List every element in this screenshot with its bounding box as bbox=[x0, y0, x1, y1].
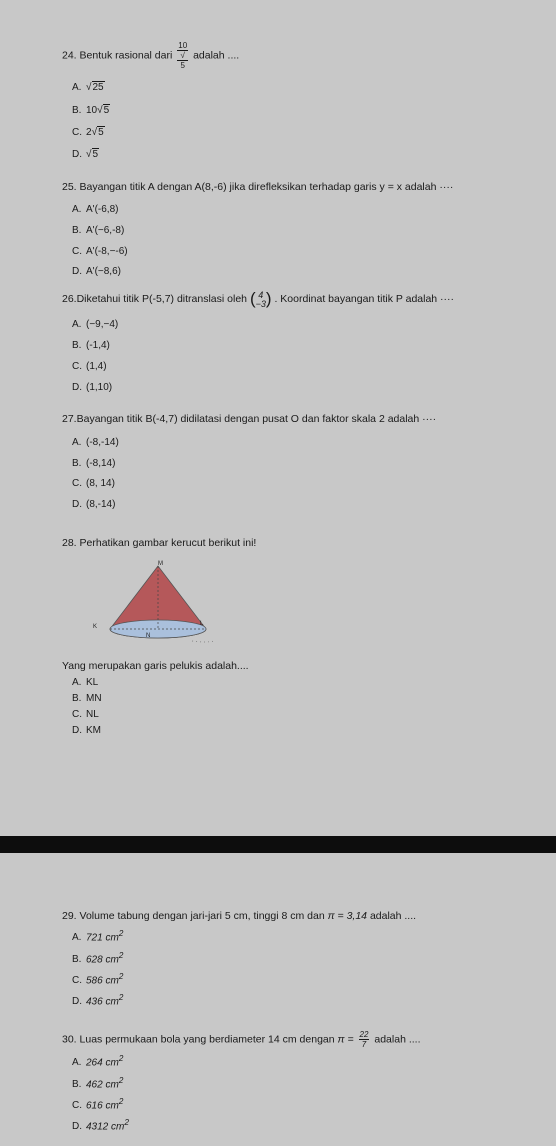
label-k: K bbox=[93, 624, 98, 630]
question-30-suffix: adalah .... bbox=[374, 1033, 421, 1046]
option-30-b[interactable]: B. 462 $cm^2$ bbox=[72, 1075, 124, 1091]
option-26-b[interactable]: B. (-1,4) bbox=[72, 340, 110, 351]
label-l: L bbox=[200, 621, 204, 627]
pi-symbol: π = bbox=[337, 1033, 354, 1046]
label-m: M bbox=[158, 561, 163, 567]
option-26-a[interactable]: A. (−9,−4) bbox=[72, 319, 119, 330]
option-27-a[interactable]: A. (-8,-14) bbox=[72, 437, 119, 448]
question-24-suffix: adalah .... bbox=[193, 49, 240, 62]
question-26-text: 26.Diketahui titik P(-5,7) ditranslasi oleh bbox=[62, 293, 248, 306]
option-26-d[interactable]: D. (1,10) bbox=[72, 382, 113, 393]
option-24-c[interactable]: C. 2√5 bbox=[72, 127, 104, 138]
option-29-a[interactable]: A. 721 $cm^2$ bbox=[72, 928, 124, 944]
fraction-numerator: 10 bbox=[178, 41, 188, 50]
pi-value: π = 3,14 bbox=[327, 910, 368, 922]
option-24-b[interactable]: B. 10√5 bbox=[72, 105, 110, 116]
question-29 bbox=[62, 910, 416, 922]
option-27-d[interactable]: D. (8,-14) bbox=[72, 499, 116, 510]
option-27-c[interactable]: C. (8, 14) bbox=[72, 478, 115, 489]
question-29-suffix: adalah .... bbox=[369, 910, 417, 922]
vector-top: 4 bbox=[258, 289, 264, 300]
question-24 bbox=[62, 41, 239, 70]
option-28-b[interactable]: B. MN bbox=[72, 693, 102, 704]
pi-fraction bbox=[359, 1030, 370, 1049]
option-25-c[interactable]: C. A'(-8,−-6) bbox=[72, 246, 128, 257]
option-28-a[interactable]: A. KL bbox=[72, 677, 99, 688]
vector-bottom: −3 bbox=[255, 298, 266, 309]
fraction bbox=[177, 41, 188, 70]
question-26 bbox=[62, 290, 454, 309]
pi-fraction-numerator: 22 bbox=[359, 1030, 369, 1039]
question-24-text: 24. Bentuk rasional dari bbox=[62, 49, 173, 62]
question-27-text: 27.Bayangan titik B(-4,7) didilatasi dengan pusat O dan faktor skala 2 adalah ···· bbox=[62, 413, 437, 425]
question-29-text: 29. Volume tabung dengan jari-jari 5 cm, tinggi 8 cm dan bbox=[62, 910, 325, 922]
question-28-prompt: Yang merupakan garis pelukis adalah.... bbox=[62, 660, 249, 672]
option-24-d[interactable]: D. √5 bbox=[72, 149, 99, 160]
question-30 bbox=[62, 1030, 421, 1049]
page-divider-bar bbox=[0, 836, 556, 853]
option-29-c[interactable]: C. 586 $cm^2$ bbox=[72, 971, 124, 987]
option-30-d[interactable]: D. 4312 $cm^2$ bbox=[72, 1117, 129, 1133]
option-26-c[interactable]: C. (1,4) bbox=[72, 361, 107, 372]
question-28-text: 28. Perhatikan gambar kerucut berikut ini! bbox=[62, 537, 257, 549]
question-25-text: 25. Bayangan titik A dengan A(8,-6) jika direfleksikan terhadap garis y = x adalah ···· bbox=[62, 181, 454, 193]
option-29-b[interactable]: B. 628 $cm^2$ bbox=[72, 950, 124, 966]
pi-fraction-denominator: 7 bbox=[361, 1040, 367, 1049]
option-28-d[interactable]: D. KM bbox=[72, 725, 101, 736]
option-25-d[interactable]: D. A'(−8,6) bbox=[72, 266, 121, 277]
label-n: N bbox=[146, 633, 151, 639]
question-30-text: 30. Luas permukaan bola yang berdiameter 14 cm dengan bbox=[62, 1033, 335, 1046]
option-25-a[interactable]: A. A'(-6,8) bbox=[72, 204, 119, 215]
option-30-c[interactable]: C. 616 $cm^2$ bbox=[72, 1096, 124, 1112]
cone-figure bbox=[88, 557, 218, 647]
option-29-d[interactable]: D. 436 $cm^2$ bbox=[72, 992, 124, 1008]
option-25-b[interactable]: B. A'(−6,-8) bbox=[72, 225, 125, 236]
translation-vector: ( 4 −3) bbox=[249, 289, 272, 309]
option-30-a[interactable]: A. 264 $cm^2$ bbox=[72, 1053, 124, 1069]
option-28-c[interactable]: C. NL bbox=[72, 709, 99, 720]
fraction-denominator: √ 5 bbox=[177, 51, 188, 70]
option-24-a[interactable]: A. √25 bbox=[72, 82, 104, 93]
option-27-b[interactable]: B. (-8,14) bbox=[72, 458, 116, 469]
question-26-suffix: . Koordinat bayangan titik P adalah ···· bbox=[274, 293, 455, 306]
decorative-dots bbox=[192, 641, 214, 642]
